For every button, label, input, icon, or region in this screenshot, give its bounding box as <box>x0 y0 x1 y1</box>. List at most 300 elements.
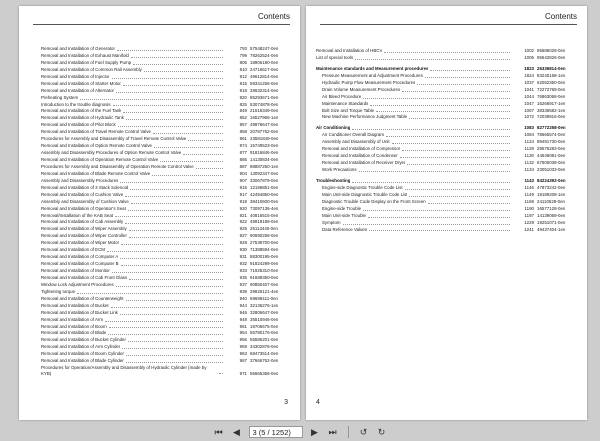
toc-entry-code: 76863068-0en <box>537 93 566 99</box>
toc-entry-title: Removal and Installation of Operator's Seat <box>41 205 126 211</box>
toc-leader-dots <box>409 196 510 197</box>
toc-entry-title: Removal and Installation of Computer A <box>41 254 119 260</box>
toc-entry[interactable] <box>316 185 575 192</box>
toc-entry-title: Removal and Installation of Starter Motor <box>41 80 121 86</box>
toc-leader-dots <box>428 203 510 204</box>
toc-entry-page: 921 <box>239 212 247 218</box>
toc-entry-page: 1823 <box>524 65 534 71</box>
toc-entry-title: Engine-side Diagnostic Trouble Code List <box>322 184 403 190</box>
toc-entry-title: Removal and Installation of Wiper Controller <box>41 233 127 239</box>
toc-entry[interactable] <box>41 365 288 376</box>
toc-entry-title: Engine-side Trouble <box>322 205 362 211</box>
toc-entry-page: 1006 <box>524 54 534 60</box>
toc-leader-dots <box>352 182 510 183</box>
toc-entry[interactable] <box>41 268 288 275</box>
toc-entry-code: 37666762-0en <box>250 358 279 364</box>
toc-entry-title: Procedures for Assembly and Disassembly of Operation Remote Control Valve <box>41 163 194 169</box>
right-page-header: Contents <box>320 12 577 25</box>
toc-entry-code: 90690258-0en <box>250 233 279 239</box>
toc-entry-code: 49919189-0en <box>250 219 279 225</box>
toc-entry[interactable] <box>41 310 288 317</box>
toc-leader-dots <box>107 251 223 252</box>
navigation-toolbar <box>0 423 600 441</box>
toc-entry-title: Removal and Installation of ECM <box>41 247 105 253</box>
toc-entry[interactable] <box>316 206 575 213</box>
toc-entry-page: 920 <box>239 205 247 211</box>
toc-entry-code: 62052350-0en <box>537 79 566 85</box>
toc-entry[interactable] <box>41 213 288 220</box>
toc-entry[interactable] <box>41 219 288 226</box>
toc-leader-dots <box>363 210 510 211</box>
toc-entry-code: 95686028-0en <box>537 48 566 54</box>
toc-entry-title: Removal and Installation of 3 Stack Solenoid <box>41 184 129 190</box>
toc-entry-page: 937 <box>239 281 247 287</box>
toc-entry-code: 89491730-0en <box>537 139 566 145</box>
toc-entry-title: Removal and Installation of Common Rail Assembly <box>41 66 142 72</box>
toc-entry-page: 1229 <box>524 219 534 225</box>
toc-entry-page: 971 <box>239 370 247 376</box>
toc-entry-code: 49437404-1en <box>537 226 566 232</box>
toc-leader-dots <box>121 265 223 266</box>
toc-entry-page: 861 <box>239 136 247 142</box>
toc-leader-dots <box>392 143 510 144</box>
toc-entry-code: 12196851-0en <box>250 184 279 190</box>
toc-entry[interactable] <box>41 351 288 358</box>
toc-entry-code: 55665366-0en <box>250 370 279 376</box>
toc-entry[interactable] <box>316 167 575 174</box>
toc-entry[interactable] <box>41 102 288 109</box>
toc-entry-page: 1132 <box>524 160 534 166</box>
toc-entry[interactable] <box>316 153 575 160</box>
toc-entry-code: 53074878-0en <box>250 101 279 107</box>
toc-leader-dots <box>131 203 223 204</box>
toc-leader-dots <box>118 126 223 127</box>
toc-entry-title: Removal and Installation of Blade Remote Control Valve <box>41 170 151 176</box>
toc-entry[interactable] <box>41 296 288 303</box>
toc-entry-page: 940 <box>239 295 247 301</box>
toc-entry-page: 967 <box>239 358 247 364</box>
toc-entry-page: 810 <box>239 66 247 72</box>
toc-leader-dots <box>120 314 223 315</box>
toc-leader-dots <box>121 244 223 245</box>
toc-entry[interactable] <box>316 108 575 115</box>
toc-entry-title: Removal and Installation of Cab Front Glass <box>41 274 128 280</box>
toc-leader-dots <box>196 168 223 169</box>
toc-leader-dots <box>112 272 223 273</box>
toc-leader-dots <box>355 59 510 60</box>
toc-entry-page: 887 <box>239 163 247 169</box>
toc-entry-page: 1047 <box>524 100 534 106</box>
toc-entry-page: 927 <box>239 233 247 239</box>
toc-entry-page: 954 <box>239 330 247 336</box>
toc-entry-code: 73097136-4en <box>250 205 279 211</box>
toc-entry-code: 78665574-0en <box>537 132 566 138</box>
toc-entry-code: 25113440-0en <box>250 226 278 232</box>
toc-entry-page: 1197 <box>524 212 534 218</box>
toc-entry[interactable] <box>316 227 575 234</box>
toc-entry-page: 917 <box>239 191 247 197</box>
toc-entry[interactable] <box>316 213 575 220</box>
last-page-icon[interactable]: ⏭ <box>328 426 337 437</box>
toc-entry-code: 28632314-0en <box>250 87 279 93</box>
toc-entry-code: 14139069-0en <box>537 212 566 218</box>
toc-entry[interactable] <box>41 74 288 81</box>
toc-entry[interactable] <box>316 192 575 199</box>
toc-leader-dots <box>188 140 223 141</box>
toc-leader-dots <box>120 258 223 259</box>
toc-entry-code: 88300195-0en <box>250 254 279 260</box>
toc-entry[interactable] <box>41 88 288 95</box>
toc-entry[interactable] <box>41 324 288 331</box>
toc-entry-code: 15749523-0en <box>250 143 279 149</box>
toc-entry[interactable] <box>41 115 288 122</box>
toc-entry-page: 956 <box>239 337 247 343</box>
rotate-clockwise-icon[interactable]: ↻ <box>377 426 386 437</box>
toc-entry-title: Pressure Measurement and Adjustment Procedures <box>322 72 423 78</box>
toc-entry[interactable] <box>41 192 288 199</box>
toc-entry-page: 1037 <box>524 79 534 85</box>
toc-entry-page: 1083 <box>524 125 534 131</box>
toc-entry-title: Removal and Installation of Blade Cylinder <box>41 358 124 364</box>
toc-leader-dots <box>154 147 223 148</box>
toc-entry-code: 34302878-0en <box>250 344 279 350</box>
toc-entry[interactable] <box>41 289 288 296</box>
toc-entry[interactable] <box>41 185 288 192</box>
toc-entry-code: 19189208-1en <box>537 191 566 197</box>
toc-entry[interactable] <box>41 157 288 164</box>
toc-entry-title: Work Precautions <box>322 167 357 173</box>
toc-leader-dots <box>183 154 223 155</box>
toc-entry-page: 925 <box>239 226 247 232</box>
toc-leader-dots <box>122 348 223 349</box>
toc-entry-code: 72272769-0en <box>537 86 566 92</box>
toc-entry-page: 907 <box>239 177 247 183</box>
toc-entry-page: 1143 <box>524 177 534 183</box>
toc-entry[interactable] <box>316 94 575 101</box>
toc-entry-title: Removal and Installation of Generator <box>41 46 115 52</box>
toc-entry-page: 1241 <box>524 226 534 232</box>
toc-leader-dots <box>219 373 223 374</box>
toc-leader-dots <box>425 77 510 78</box>
toc-entry-page: 919 <box>239 198 247 204</box>
toc-entry-code: 13092347-0en <box>250 170 279 176</box>
toc-leader-dots <box>405 189 510 190</box>
toc-entry-page: 1146 <box>524 184 534 190</box>
toc-entry[interactable] <box>41 303 288 310</box>
toc-entry-code: 33067879-0en <box>250 177 279 183</box>
toc-leader-dots <box>126 355 223 356</box>
toc-entry-title: Removal and Installation of Option Remote Control Valve <box>41 143 152 149</box>
toc-entry-page: 932 <box>239 261 247 267</box>
toc-entry-code: 19706675-0en <box>250 323 279 329</box>
toc-leader-dots <box>113 105 223 106</box>
toc-entry[interactable] <box>41 46 288 53</box>
toc-entry-title: Maintenance Standards <box>322 100 369 106</box>
toc-entry-code: 35510946-0en <box>250 316 279 322</box>
toc-entry-page: 951 <box>239 323 247 329</box>
toc-entry-page: 858 <box>239 129 247 135</box>
toc-leader-dots <box>386 136 510 137</box>
toc-entry-code: 20787762-0en <box>250 129 279 135</box>
toc-entry-code: 95642826-0en <box>537 54 566 60</box>
toc-entry-title: Maintenance standards and Measurement procedures <box>316 65 429 71</box>
toc-entry-title: Data Reference Values <box>322 226 368 232</box>
toc-entry[interactable] <box>41 143 288 150</box>
toc-entry-page: 1824 <box>524 72 534 78</box>
toc-entry[interactable] <box>41 199 288 206</box>
toc-entry[interactable] <box>41 129 288 136</box>
toc-leader-dots <box>369 230 510 231</box>
toc-entry[interactable] <box>316 132 575 139</box>
toc-entry-page: 793 <box>239 46 247 52</box>
toc-entry-title: Removal and Installation of Receiver Dryer <box>322 160 406 166</box>
toc-leader-dots <box>128 341 223 342</box>
toc-leader-dots <box>363 98 510 99</box>
toc-entry[interactable] <box>41 178 288 185</box>
toc-entry-code: 85293671-0en <box>250 94 279 100</box>
toc-entry-page: 1084 <box>524 132 534 138</box>
toc-leader-dots <box>407 164 510 165</box>
toc-entry-code: 27539700-0en <box>250 240 279 246</box>
toc-entry-code: 23051033-0en <box>537 167 566 173</box>
toc-section-heading[interactable] <box>316 66 575 73</box>
toc-entry[interactable] <box>41 53 288 60</box>
toc-entry-title: Window Lock Adjustment Procedures <box>41 281 114 287</box>
toc-entry-title: Removal and Installation of Fuel Supply Pump <box>41 59 132 65</box>
toc-leader-dots <box>126 119 223 120</box>
toc-entry-page: 877 <box>239 150 247 156</box>
toc-entry-code: 59341256-0en <box>250 80 279 86</box>
toc-entry[interactable] <box>316 101 575 108</box>
toc-entry-code: 14130834-0en <box>250 157 279 163</box>
toc-leader-dots <box>116 92 223 93</box>
toc-entry-code: 32806647-0en <box>250 309 279 315</box>
toc-entry-title: Removal and Installation of Alternator <box>41 87 114 93</box>
toc-leader-dots <box>126 300 224 301</box>
toc-entry-title: Hydraulic Pump Flow Measurement Procedures <box>322 79 416 85</box>
toc-entry[interactable] <box>41 60 288 67</box>
toc-entry-page: 928 <box>239 240 247 246</box>
toc-entry-title: Removal and Installation of the Fuel Tank <box>41 108 122 114</box>
toc-entry-title: Assembly and Disassembly of Unit <box>322 139 390 145</box>
toc-entry[interactable] <box>41 150 288 157</box>
toc-entry-title: Main Unit-side Diagnostic Trouble Code List <box>322 191 408 197</box>
toc-entry-page: 815 <box>239 80 247 86</box>
toc-entry[interactable] <box>41 164 288 171</box>
right-page <box>306 6 587 420</box>
toc-entry[interactable] <box>316 73 575 80</box>
toc-entry[interactable] <box>41 122 288 129</box>
toc-entry[interactable] <box>41 275 288 282</box>
toc-entry[interactable] <box>41 67 288 74</box>
toc-entry-title: Removal and Installation of Wiper Assembly <box>41 226 127 232</box>
toc-entry-code: 38410600-0en <box>250 198 279 204</box>
toc-entry-page: 805 <box>239 59 247 65</box>
toc-entry[interactable] <box>41 226 288 233</box>
toc-entry[interactable] <box>41 344 288 351</box>
toc-entry-page: 820 <box>239 94 247 100</box>
toc-entry-page: 933 <box>239 268 247 274</box>
toc-leader-dots <box>409 118 510 119</box>
toc-entry-page: 1190 <box>524 205 534 211</box>
toc-entry[interactable] <box>41 330 288 337</box>
toc-entry-code: 67605038-0en <box>537 160 566 166</box>
toc-entry-code: 71388594-0en <box>250 247 279 253</box>
toc-entry-page: 1169 <box>524 198 534 204</box>
toc-leader-dots <box>376 111 510 112</box>
toc-entry[interactable] <box>41 317 288 324</box>
toc-entry-title: New Machine Performance Judgment Table <box>322 114 408 120</box>
toc-entry[interactable] <box>316 48 575 55</box>
toc-entry[interactable] <box>41 240 288 247</box>
toc-entry-title: Removal and Installation of Travel Remote Control Valve <box>41 129 151 135</box>
toc-section-heading[interactable] <box>316 178 575 185</box>
toc-entry-title: Air Conditioner Overall Diagram <box>322 132 384 138</box>
toc-entry[interactable] <box>41 95 288 102</box>
toc-entry-code: 72039916-0en <box>537 114 566 120</box>
next-page-icon[interactable]: ▶ <box>311 426 318 437</box>
toc-entry-title: Diagnostic Trouble Code Display on the Front Screen <box>322 198 426 204</box>
toc-entry[interactable] <box>41 337 288 344</box>
toc-leader-dots <box>123 85 223 86</box>
toc-leader-dots <box>400 157 510 158</box>
toc-entry[interactable] <box>41 108 288 115</box>
toc-entry-title: Removal and Installation of Bucket Link <box>41 309 118 315</box>
toc-entry-code: 88887250-1en <box>250 163 279 169</box>
toc-entry-page: 904 <box>239 170 247 176</box>
toc-entry-title: Introduction to the trouble diagnosis <box>41 101 111 107</box>
toc-leader-dots <box>117 50 223 51</box>
toc-entry[interactable] <box>316 199 575 206</box>
toc-entry[interactable] <box>41 206 288 213</box>
toc-leader-dots <box>125 196 223 197</box>
toc-entry-title: Removal and Installation of Monitor <box>41 268 110 274</box>
toc-leader-dots <box>129 230 223 231</box>
toc-entry-title: Bolt Size and Torque Table <box>322 107 375 113</box>
toc-entry-code: 32136276-1en <box>250 302 279 308</box>
toc-entry-page: 812 <box>239 73 247 79</box>
toc-entry[interactable] <box>41 254 288 261</box>
toc-entry-code: 55780176-0en <box>250 330 279 336</box>
toc-entry-page: 825 <box>239 101 247 107</box>
rotate-counterclockwise-icon[interactable]: ↺ <box>359 426 368 437</box>
toc-leader-dots <box>402 150 510 151</box>
toc-leader-dots <box>109 327 223 328</box>
toc-entry-page: 944 <box>239 302 247 308</box>
toc-section-heading[interactable] <box>316 125 575 132</box>
left-page <box>19 6 300 420</box>
toc-entry[interactable] <box>41 136 288 143</box>
toc-entry-title: Drain Volume Measurement Procedures <box>322 86 401 92</box>
toc-leader-dots <box>125 223 223 224</box>
right-toc <box>316 48 575 233</box>
toc-entry-title: Removal and Installation of Operation Remote Control Valve <box>41 157 159 163</box>
toc-entry[interactable] <box>41 358 288 365</box>
toc-entry-page: 915 <box>239 184 247 190</box>
toc-entry[interactable] <box>316 114 575 121</box>
toc-entry-code: 91816846-0en <box>250 150 279 156</box>
toc-entry-title: Symptom <box>322 219 341 225</box>
toc-entry-code: 38336582-1en <box>537 107 566 113</box>
toc-entry-title: Main Unit-side Trouble <box>322 212 366 218</box>
toc-leader-dots <box>126 362 223 363</box>
toc-entry-title: Removal and Installation of Hydraulic Tank <box>41 115 124 121</box>
toc-entry[interactable] <box>41 261 288 268</box>
toc-leader-dots <box>128 210 223 211</box>
toc-entry-code: 26336814-0en <box>537 65 566 71</box>
toc-leader-dots <box>352 129 510 130</box>
toc-entry[interactable] <box>316 160 575 167</box>
toc-leader-dots <box>430 70 510 71</box>
toc-entry-page: 1067 <box>524 107 534 113</box>
right-page-number: 4 <box>316 399 320 406</box>
toc-entry-code: 78262524-0en <box>250 52 279 58</box>
toc-entry-page: 931 <box>239 254 247 260</box>
toc-entry-page: 874 <box>239 143 247 149</box>
toc-leader-dots <box>131 57 223 58</box>
previous-page-icon[interactable]: ◀ <box>233 426 240 437</box>
toc-entry[interactable] <box>316 146 575 153</box>
toc-entry-title: Removal and Installation of Injector <box>41 73 110 79</box>
toc-entry-title: Removal and Installation of Arm Cylinder <box>41 344 121 350</box>
toc-entry-code: 49612814-0en <box>250 73 279 79</box>
toc-entry-code: 24110629-0en <box>537 198 565 204</box>
toc-entry[interactable] <box>41 247 288 254</box>
toc-entry-page: 946 <box>239 309 247 315</box>
toc-entry-title: Removal and Installation of Bucket <box>41 302 109 308</box>
toc-entry-code: 42494860-0en <box>250 191 279 197</box>
left-page-header: Contents <box>33 12 290 25</box>
toc-entry[interactable] <box>316 87 575 94</box>
toc-entry-title: Removal and Installation of Arm <box>41 316 103 322</box>
toc-entry-code: 16527965-1en <box>250 115 279 121</box>
toc-entry-title: List of special tools <box>316 54 354 60</box>
toc-entry-page: 939 <box>239 288 247 294</box>
toc-entry[interactable] <box>41 233 288 240</box>
toc-entry-title: Removal and Installation of Bucket Cylinder <box>41 337 126 343</box>
toc-entry-title: Air Conditioning <box>316 125 351 131</box>
toc-entry-page: 1124 <box>524 139 534 145</box>
toc-entry-code: 47873242-0en <box>537 184 566 190</box>
toc-entry-title: Tightening torque <box>41 288 76 294</box>
toc-entry[interactable] <box>316 80 575 87</box>
toc-entry-code: 91824299-0en <box>250 261 279 267</box>
toc-entry-title: Removal and Installation of Computer B <box>41 261 119 267</box>
toc-entry-page: 849 <box>239 108 247 114</box>
toc-entry[interactable] <box>41 282 288 289</box>
toc-entry-page: 963 <box>239 351 247 357</box>
first-page-icon[interactable]: ⏮ <box>214 426 223 437</box>
toc-entry-page: 1134 <box>524 167 534 173</box>
toc-leader-dots <box>144 71 223 72</box>
toc-entry[interactable] <box>316 220 575 227</box>
toc-entry-page: 1130 <box>524 153 534 159</box>
toc-entry[interactable] <box>316 55 575 62</box>
toc-entry[interactable] <box>316 139 575 146</box>
toc-leader-dots <box>108 334 223 335</box>
toc-leader-dots <box>359 171 510 172</box>
toc-leader-dots <box>105 321 223 322</box>
toc-leader-dots <box>129 237 223 238</box>
toc-entry[interactable] <box>41 81 288 88</box>
page-number-input[interactable]: 3 (5 / 1252) <box>249 426 303 438</box>
toc-entry-code: 24716617-0en <box>250 66 279 72</box>
toc-entry-title: Procedures for Operation/Assembly and Disassembly of Hydraulic Cylinder (made by KYB) <box>41 365 207 376</box>
toc-entry-code: 55586201-0en <box>250 337 279 343</box>
toc-entry-page: 1044 <box>524 93 534 99</box>
toc-entry[interactable] <box>41 171 288 178</box>
left-page-number: 3 <box>284 399 288 406</box>
